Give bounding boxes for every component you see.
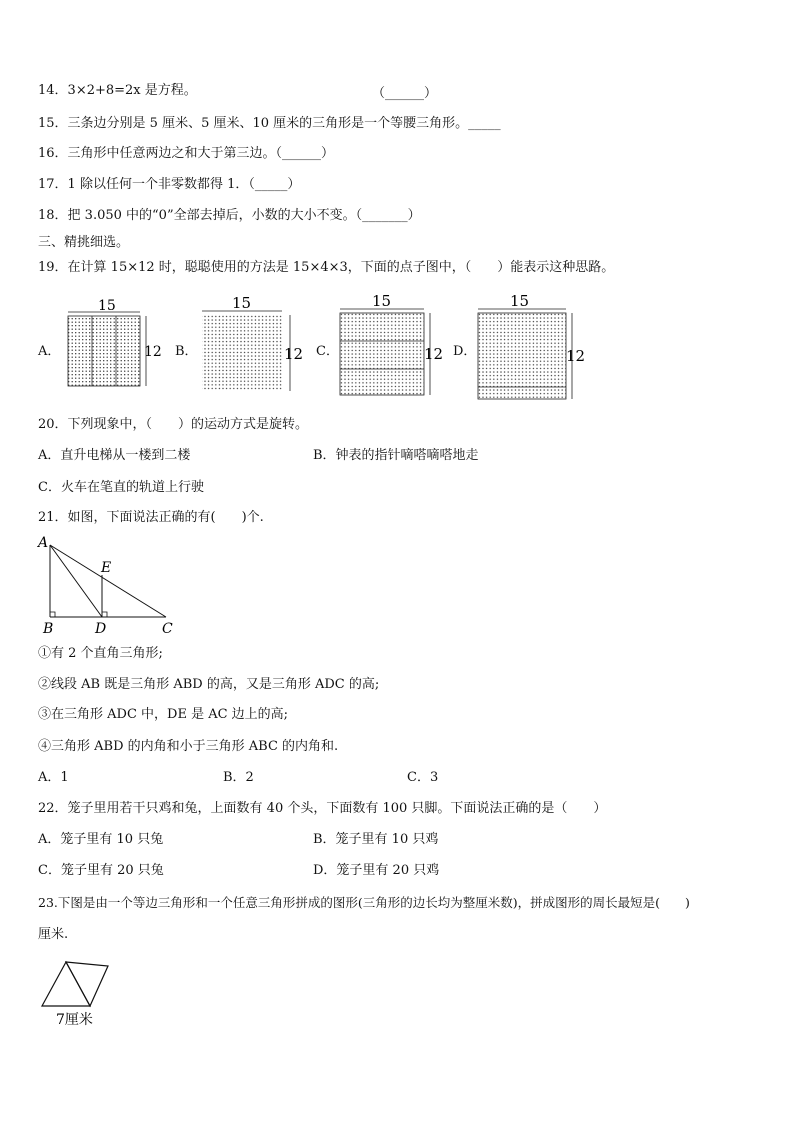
question-14-blank: （______） (372, 86, 438, 101)
option-a: A．1 (38, 770, 69, 785)
point-e-label: E (101, 560, 112, 576)
statement-1: ①有 2 个直角三角形; (38, 646, 163, 661)
option-c: C．火车在笔直的轨道上行驶 (38, 480, 204, 495)
option-c: C．笼子里有 20 只兔 (38, 863, 164, 878)
question-14-text: 14．3×2+8=2x 是方程。 (38, 83, 197, 98)
dot-diagram-b (196, 293, 308, 397)
side-label: 12 (284, 345, 304, 363)
top-label: 15 (98, 298, 116, 314)
question-20: 20．下列现象中，（ ）的运动方式是旋转。 (38, 417, 309, 432)
top-label: 15 (510, 292, 530, 310)
question-19: 19．在计算 15×12 时，聪聪使用的方法是 15×4×3，下面的点子图中，（ ）能表示这种思路。 (38, 260, 615, 275)
statement-3: ③在三角形 ADC 中，DE 是 AC 边上的高; (38, 707, 289, 722)
side-label: 12 (144, 344, 162, 360)
top-label: 15 (232, 294, 252, 312)
question-22: 22．笼子里用若干只鸡和兔，上面数有 40 个头，下面数有 100 只脚。下面说法正确的是（ ） (38, 801, 607, 816)
option-c: C．3 (407, 770, 439, 785)
side-label: 12 (566, 347, 586, 365)
statement-2: ②线段 AB 既是三角形 ABD 的高，又是三角形 ADC 的高; (38, 677, 380, 692)
triangle-figure (38, 956, 118, 1028)
statement-4: ④三角形 ABD 的内角和小于三角形 ABC 的内角和. (38, 739, 339, 754)
dot-diagram-c (336, 291, 448, 399)
top-label: 15 (372, 292, 392, 310)
question-23-cont: 厘米. (38, 927, 69, 942)
question-23: 23.下图是由一个等边三角形和一个任意三角形拼成的图形(三角形的边长均为整厘米数)，拼成图形的周长最短是( ) (38, 895, 690, 910)
option-d-label: D． (453, 344, 477, 359)
point-d-label: D (95, 621, 107, 637)
point-a-label: A (38, 535, 49, 551)
question-16: 16．三角形中任意两边之和大于第三边。（______） (38, 146, 335, 161)
point-b-label: B (43, 621, 54, 637)
figure-length-label: 7厘米 (56, 1012, 93, 1028)
option-b: B．钟表的指针嘀嗒嘀嗒地走 (313, 448, 479, 463)
option-a: A．直升电梯从一楼到二楼 (38, 448, 191, 463)
option-b-label: B． (175, 344, 198, 359)
section-heading: 三、精挑细选。 (38, 235, 130, 250)
dot-diagram-a (60, 296, 160, 394)
question-18: 18．把 3.050 中的“0”全部去掉后，小数的大小不变。（_______） (38, 208, 421, 223)
option-a-label: A． (38, 344, 61, 359)
question-17: 17．1 除以任何一个非零数都得 1．（_____） (38, 177, 301, 192)
question-21: 21．如图，下面说法正确的有( )个. (38, 510, 264, 525)
question-15: 15．三条边分别是 5 厘米、5 厘米、10 厘米的三角形是一个等腰三角形。_____ (38, 116, 501, 131)
dot-diagram-d (474, 291, 590, 403)
option-b: B．2 (223, 770, 254, 785)
option-d: D．笼子里有 20 只鸡 (313, 863, 440, 878)
option-c-label: C． (316, 344, 339, 359)
triangle-diagram (36, 533, 186, 637)
question-14 (38, 82, 197, 100)
option-b: B．笼子里有 10 只鸡 (313, 832, 439, 847)
side-label: 12 (424, 345, 444, 363)
option-a: A．笼子里有 10 只兔 (38, 832, 164, 847)
point-c-label: C (162, 621, 173, 637)
